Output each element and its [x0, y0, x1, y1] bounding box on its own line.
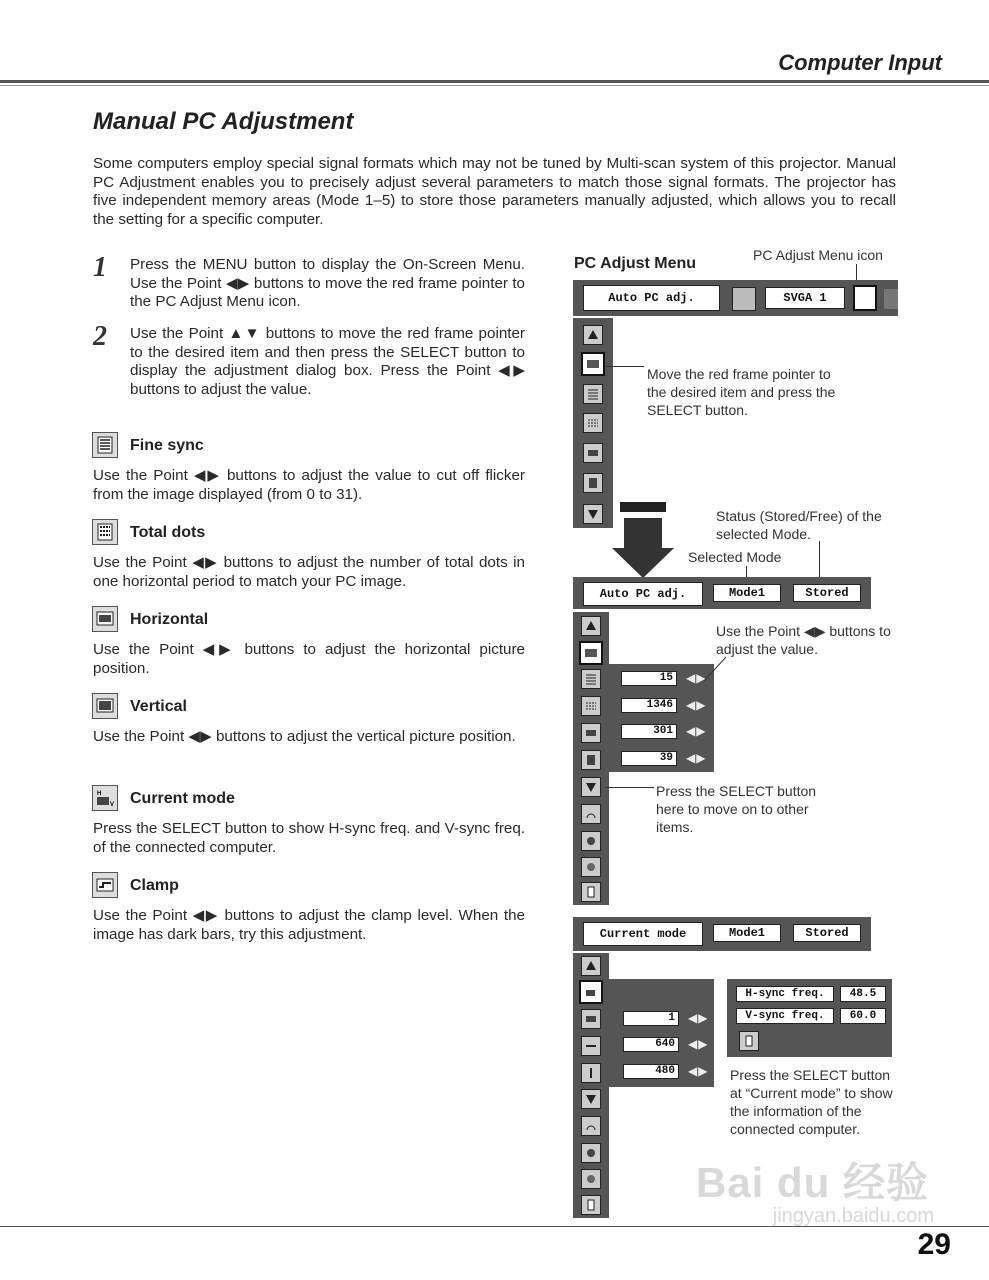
- pc-adjust-icon: [853, 285, 877, 311]
- auto-pc-adj-box: Auto PC adj.: [583, 285, 720, 311]
- horizontal-icon: [92, 606, 118, 632]
- svg-text:H: H: [97, 791, 102, 797]
- adjust-arrows: ◀▶: [688, 1037, 709, 1051]
- current-mode-menu-icon: [579, 980, 603, 1004]
- reset-icon: [581, 1169, 601, 1189]
- v-sync-label: V-sync freq.: [736, 1008, 834, 1024]
- down-arrow-graphic: [612, 500, 676, 580]
- total-dots-value: 1346: [621, 698, 677, 713]
- adjust-arrows: ◀▶: [686, 698, 707, 712]
- adjust-arrows: ◀▶: [688, 1064, 709, 1078]
- watermark: Bai du 经验: [695, 1159, 929, 1206]
- quit-icon: [739, 1031, 759, 1051]
- fine-sync-title: Fine sync: [130, 437, 204, 454]
- svg-text:V: V: [110, 802, 115, 808]
- total-dots-menu-icon: [583, 413, 603, 433]
- total-dots-text: Use the Point ◀▶ buttons to adjust the number of total dots in one horizontal period to match your PC image.: [93, 554, 525, 590]
- display-area-h-value: 640: [623, 1037, 679, 1052]
- vertical-title: Vertical: [130, 698, 187, 715]
- display-area-v-icon: [581, 1063, 601, 1083]
- clamp-value: 1: [623, 1011, 679, 1026]
- mode-free-icon: [581, 1143, 601, 1163]
- auto-pc-icon: [579, 641, 603, 665]
- mode-box-3: Mode1: [713, 924, 781, 942]
- page-title: Manual PC Adjustment: [93, 108, 354, 135]
- display-area-v-value: 480: [623, 1064, 679, 1079]
- step-number-1: 1: [93, 252, 107, 283]
- callout-next: Press the SELECT button here to move on to other items.: [656, 783, 817, 835]
- horizontal-menu-icon: [581, 723, 601, 743]
- adjust-arrows: ◀▶: [686, 671, 707, 685]
- callout-selected-mode: Selected Mode: [688, 549, 782, 565]
- horizontal-value: 301: [621, 724, 677, 739]
- step-text-1: Press the MENU button to display the On-Screen Menu. Use the Point ◀▶ buttons to move the red frame pointer to the PC Adjust Menu icon.: [130, 256, 525, 311]
- fine-sync-menu-icon: [583, 384, 603, 404]
- section-header: Computer Input: [778, 50, 942, 75]
- up-arrow-icon: [581, 616, 601, 636]
- current-mode-text: Press the SELECT button to show H-sync freq. and V-sync freq. of the connected computer.: [93, 820, 525, 856]
- adjust-arrows: ◀▶: [686, 724, 707, 738]
- auto-pc-icon: [581, 352, 605, 376]
- down-arrow-icon: [581, 777, 601, 797]
- total-dots-menu-icon: [581, 696, 601, 716]
- mode-box-2: Mode1: [713, 584, 781, 602]
- pc-menu-icon: [732, 287, 756, 311]
- page-number: 29: [917, 1228, 951, 1261]
- pc-adjust-menu-icon-label: PC Adjust Menu icon: [753, 247, 883, 263]
- vertical-value: 39: [621, 751, 677, 766]
- fine-sync-text: Use the Point ◀▶ buttons to adjust the value to cut off flicker from the image displayed (from 0 to 31).: [93, 467, 525, 503]
- header-rule: [0, 80, 989, 83]
- fine-sync-menu-icon: [581, 669, 601, 689]
- down-arrow-icon: [581, 1089, 601, 1109]
- clamp-icon: [92, 872, 118, 898]
- up-arrow-icon: [583, 325, 603, 345]
- store-icon: [581, 1116, 601, 1136]
- total-dots-title: Total dots: [130, 524, 206, 541]
- display-area-h-icon: [581, 1036, 601, 1056]
- vertical-text: Use the Point ◀▶ buttons to adjust the vertical picture position.: [93, 728, 516, 745]
- fine-sync-icon: [92, 432, 118, 458]
- fine-sync-value: 15: [621, 671, 677, 686]
- clamp-title: Clamp: [130, 877, 179, 894]
- down-arrow-icon: [583, 504, 603, 524]
- pc-adjust-menu-label: PC Adjust Menu: [574, 255, 697, 272]
- callout-adjust: Use the Point ◀▶ buttons to adjust the value.: [716, 623, 891, 657]
- up-arrow-icon: [581, 956, 601, 976]
- intro-paragraph: Some computers employ special signal formats which may not be tuned by Multi-scan system of this projector. Manual PC Adjustment enables you to precisely adjust several parameters to match those signal formats. The projector has five independent memory areas (Mode 1–5) to store those parameters manually adjusted, which allows you to recall the setting for a specific computer.: [93, 155, 896, 228]
- clamp-menu-icon: [581, 1009, 601, 1029]
- menu-icon-partial: [884, 289, 898, 309]
- step-text-2: Use the Point ▲▼ buttons to move the red frame pointer to the desired item and then press the SELECT button to display the adjustment dialog box. Press the Point ◀▶ buttons to adjust the value.: [130, 325, 525, 398]
- callout-line: [606, 787, 654, 788]
- current-mode-box: Current mode: [583, 922, 703, 946]
- adjust-arrows: ◀▶: [688, 1011, 709, 1025]
- callout-pointer: Move the red frame pointer to the desired item and press the SELECT button.: [647, 366, 836, 418]
- adjust-arrows: ◀▶: [686, 751, 707, 765]
- store-icon: [581, 804, 601, 824]
- horizontal-menu-icon: [583, 443, 603, 463]
- horizontal-title: Horizontal: [130, 611, 209, 628]
- horizontal-text: Use the Point ◀▶ buttons to adjust the horizontal picture position.: [93, 641, 525, 677]
- mode-free-icon: [581, 831, 601, 851]
- auto-pc-adj-box-2: Auto PC adj.: [583, 582, 703, 606]
- quit-icon: [581, 882, 601, 902]
- reset-icon: [581, 857, 601, 877]
- total-dots-icon: [92, 519, 118, 545]
- vertical-menu-icon: [583, 473, 603, 493]
- mode-box: SVGA 1: [765, 287, 845, 309]
- callout-line: [606, 366, 644, 367]
- vertical-menu-icon: [581, 750, 601, 770]
- h-sync-value: 48.5: [840, 986, 886, 1002]
- header-rule-thin: [0, 85, 989, 86]
- v-sync-value: 60.0: [840, 1008, 886, 1024]
- vertical-icon: [92, 693, 118, 719]
- h-sync-label: H-sync freq.: [736, 986, 834, 1002]
- callout-line: [700, 655, 730, 685]
- status-box-3: Stored: [793, 924, 861, 942]
- current-mode-icon: [92, 785, 118, 811]
- step-number-2: 2: [93, 321, 107, 352]
- callout-status: Status (Stored/Free) of the selected Mode.: [716, 508, 882, 542]
- callout-current: Press the SELECT button at “Current mode” to show the information of the connected computer.: [730, 1067, 893, 1137]
- clamp-text: Use the Point ◀▶ buttons to adjust the clamp level. When the image has dark bars, try this adjustment.: [93, 907, 525, 943]
- status-box-2: Stored: [793, 584, 861, 602]
- watermark-url: jingyan.baidu.com: [772, 1205, 934, 1227]
- quit-icon: [581, 1195, 601, 1215]
- current-mode-title: Current mode: [130, 790, 235, 807]
